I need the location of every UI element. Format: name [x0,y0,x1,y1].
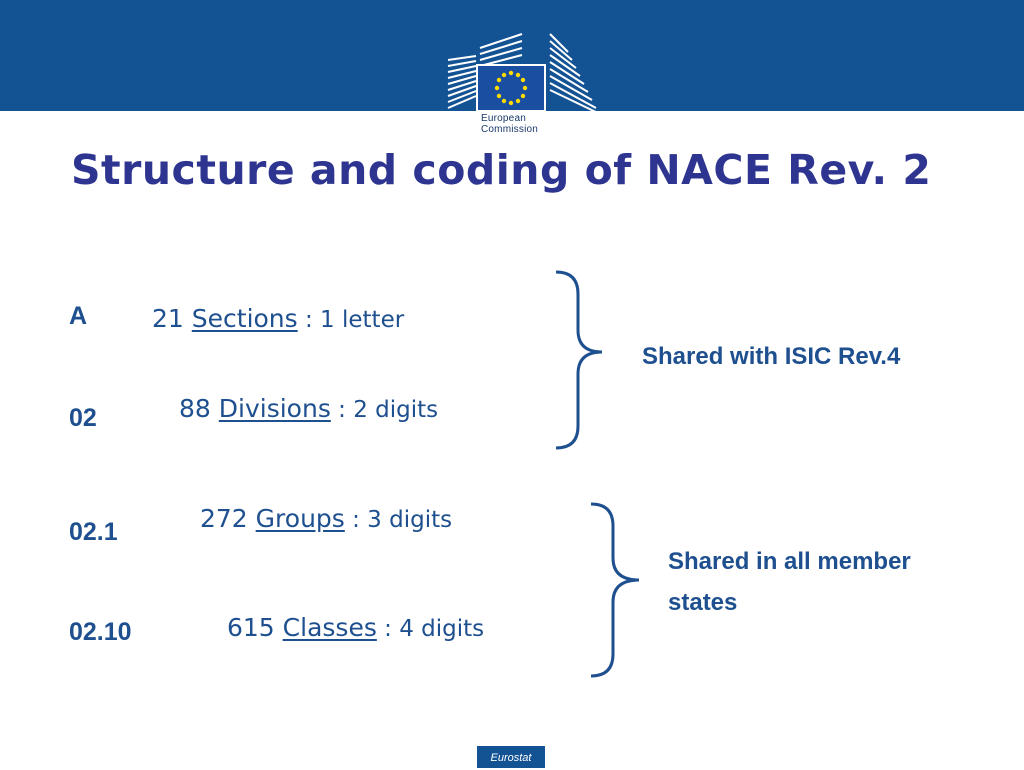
level-divisions [179,394,438,423]
level-term: Classes [282,613,377,642]
page-title: Structure and coding of NACE Rev. 2 [71,146,932,194]
footer-eurostat-tag: Eurostat [477,746,545,768]
note-shared-member-states [668,541,911,623]
level-coding: : 1 letter [297,307,405,333]
brace-member-states-icon [585,500,645,680]
note-shared-isic: Shared with ISIC Rev.4 [642,343,901,370]
level-coding: : 4 digits [376,616,485,642]
level-groups [200,504,452,533]
level-count: 615 [227,613,275,642]
level-count: 88 [179,394,211,423]
level-classes [227,613,484,642]
level-count: 272 [200,504,248,533]
level-count: 21 [152,304,184,333]
level-term: Groups [255,504,345,533]
level-term: Sections [191,304,298,333]
brace-isic-icon [550,268,610,452]
note-line-1: Shared in all member [668,548,911,575]
logo-line-2: Commission [481,124,539,135]
level-coding: : 3 digits [344,507,453,533]
logo-line-1: European [481,113,526,124]
level-coding: : 2 digits [330,397,439,423]
code-group: 02.1 [69,518,118,546]
logo-wordmark [481,113,538,135]
code-section: A [69,302,88,330]
level-sections [152,304,404,333]
code-class: 02.10 [69,618,132,646]
note-line-2: states [668,589,738,616]
code-division: 02 [69,404,97,432]
level-term: Divisions [218,394,331,423]
